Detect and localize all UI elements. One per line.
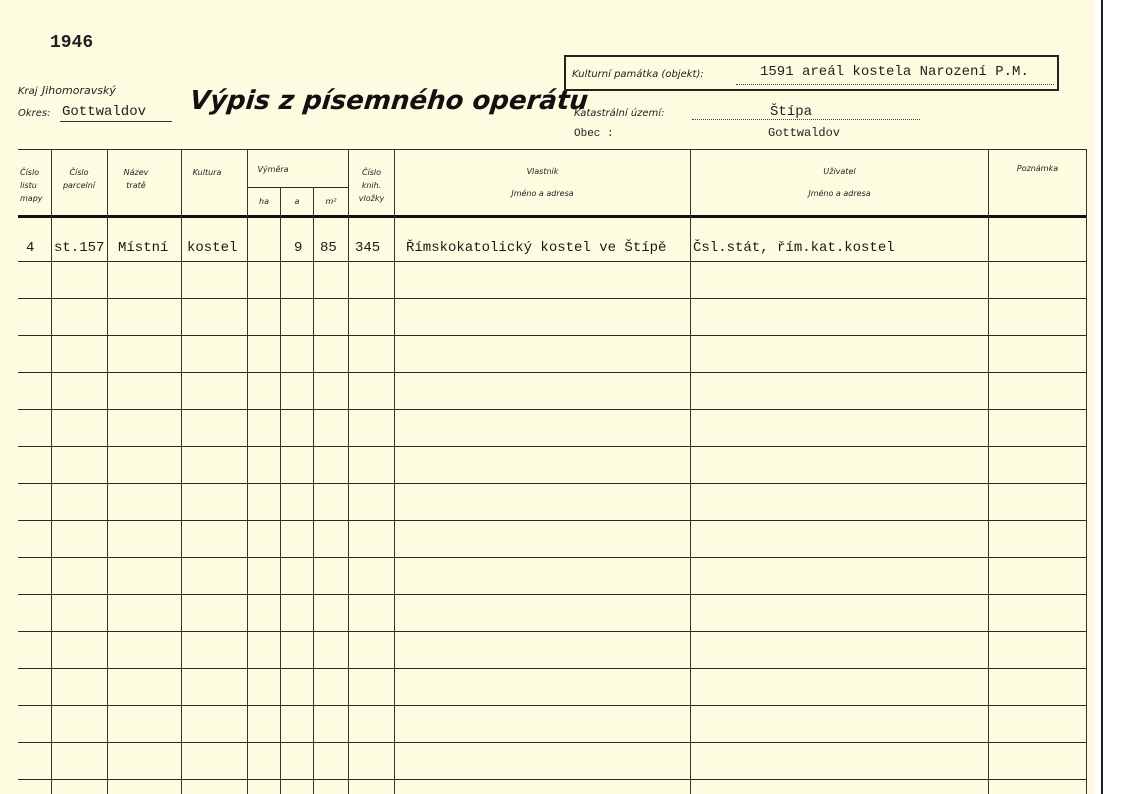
header-kn-no-line2: knih. — [361, 181, 382, 190]
cell-owner: Římskokatolický kostel ve Štípě — [406, 240, 667, 256]
row-line — [18, 483, 1086, 484]
col-line-7 — [348, 149, 349, 794]
header-list-no-line1: Číslo — [20, 168, 40, 177]
row-line — [18, 668, 1086, 669]
kraj-label: Kraj — [18, 86, 38, 97]
municipality-value: Gottwaldov — [768, 126, 841, 140]
row-line — [18, 446, 1086, 447]
col-line-8 — [394, 149, 395, 794]
row-line — [18, 631, 1086, 632]
header-parcel-no-line1: Číslo — [69, 168, 89, 177]
year-stamp: 1946 — [50, 33, 94, 53]
header-culture: Kultura — [192, 168, 222, 177]
row-line — [18, 372, 1086, 373]
header-list-no-line2: listu — [20, 181, 37, 190]
monument-label: Kulturní památka (objekt): — [572, 69, 704, 80]
header-trat-line1: Název — [123, 168, 149, 177]
row-line — [18, 742, 1086, 743]
cadastre-label: Katastrální území: — [574, 108, 665, 119]
header-user — [691, 165, 988, 200]
row-line — [18, 261, 1086, 262]
col-line-10 — [988, 149, 989, 794]
monument-value: 1591 areál kostela Narození P.M. — [760, 64, 1029, 80]
header-trat — [108, 166, 164, 192]
row-line — [18, 298, 1086, 299]
col-line-6 — [313, 187, 314, 794]
okres-value: Gottwaldov — [62, 104, 147, 120]
header-parcel-no — [52, 166, 106, 192]
header-area: Výměra — [257, 165, 289, 174]
row-line — [18, 335, 1086, 336]
scan-edge-shadow — [1101, 0, 1103, 794]
header-owner — [395, 165, 690, 200]
cell-user: Čsl.stát, řím.kat.kostel — [693, 240, 895, 256]
monument-underline — [736, 84, 1054, 85]
row-line — [18, 594, 1086, 595]
header-area-ha: ha — [259, 197, 269, 206]
header-note: Poznámka — [1016, 164, 1059, 173]
municipality-label: Obec : — [574, 128, 614, 140]
header-list-no-line3: mapy — [20, 194, 43, 203]
col-line-2 — [107, 149, 108, 794]
header-owner-line2: Jméno a adresa — [511, 189, 574, 198]
header-user-line1: Uživatel — [823, 167, 856, 176]
col-line-4 — [247, 149, 248, 794]
row-line — [18, 779, 1086, 780]
area-subheader-line — [248, 187, 348, 188]
okres-label: Okres: — [18, 108, 51, 119]
header-list-no — [18, 166, 53, 205]
cell-m2: 85 — [320, 240, 337, 256]
table-top-border — [18, 149, 1086, 150]
header-parcel-no-line2: parcelní — [62, 181, 96, 190]
header-kn-no-line3: vložky — [358, 194, 385, 203]
cadastre-value: Štípa — [770, 104, 813, 120]
kraj-value: Jihomoravský — [42, 84, 116, 97]
scan-margin — [1095, 0, 1123, 794]
header-user-line2: Jméno a adresa — [808, 189, 871, 198]
cell-parcel-no: st.157 — [54, 240, 105, 256]
header-kn-no-line1: Číslo — [361, 168, 382, 177]
cell-culture: kostel — [187, 240, 238, 256]
table-header-bottom-border — [18, 215, 1086, 218]
col-line-right — [1086, 149, 1087, 794]
header-area-a: a — [294, 197, 300, 206]
col-line-3 — [181, 149, 182, 794]
cell-list-no: 4 — [26, 240, 35, 256]
cell-a: 9 — [294, 240, 303, 256]
header-area-m2: m² — [325, 197, 337, 206]
cell-kn-no: 345 — [355, 240, 381, 256]
header-trat-line2: tratě — [126, 181, 146, 190]
okres-underline — [60, 121, 172, 122]
col-line-9 — [690, 149, 691, 794]
row-line — [18, 705, 1086, 706]
header-owner-line1: Vlastník — [526, 167, 559, 176]
document-title: Výpis z písemného operátu — [188, 86, 590, 116]
col-line-5 — [280, 187, 281, 794]
col-line-1 — [51, 149, 52, 794]
row-line — [18, 409, 1086, 410]
header-kn-no — [349, 166, 394, 205]
row-line — [18, 520, 1086, 521]
cell-trat: Místní — [118, 240, 169, 256]
cadastre-underline — [692, 119, 920, 120]
row-line — [18, 557, 1086, 558]
